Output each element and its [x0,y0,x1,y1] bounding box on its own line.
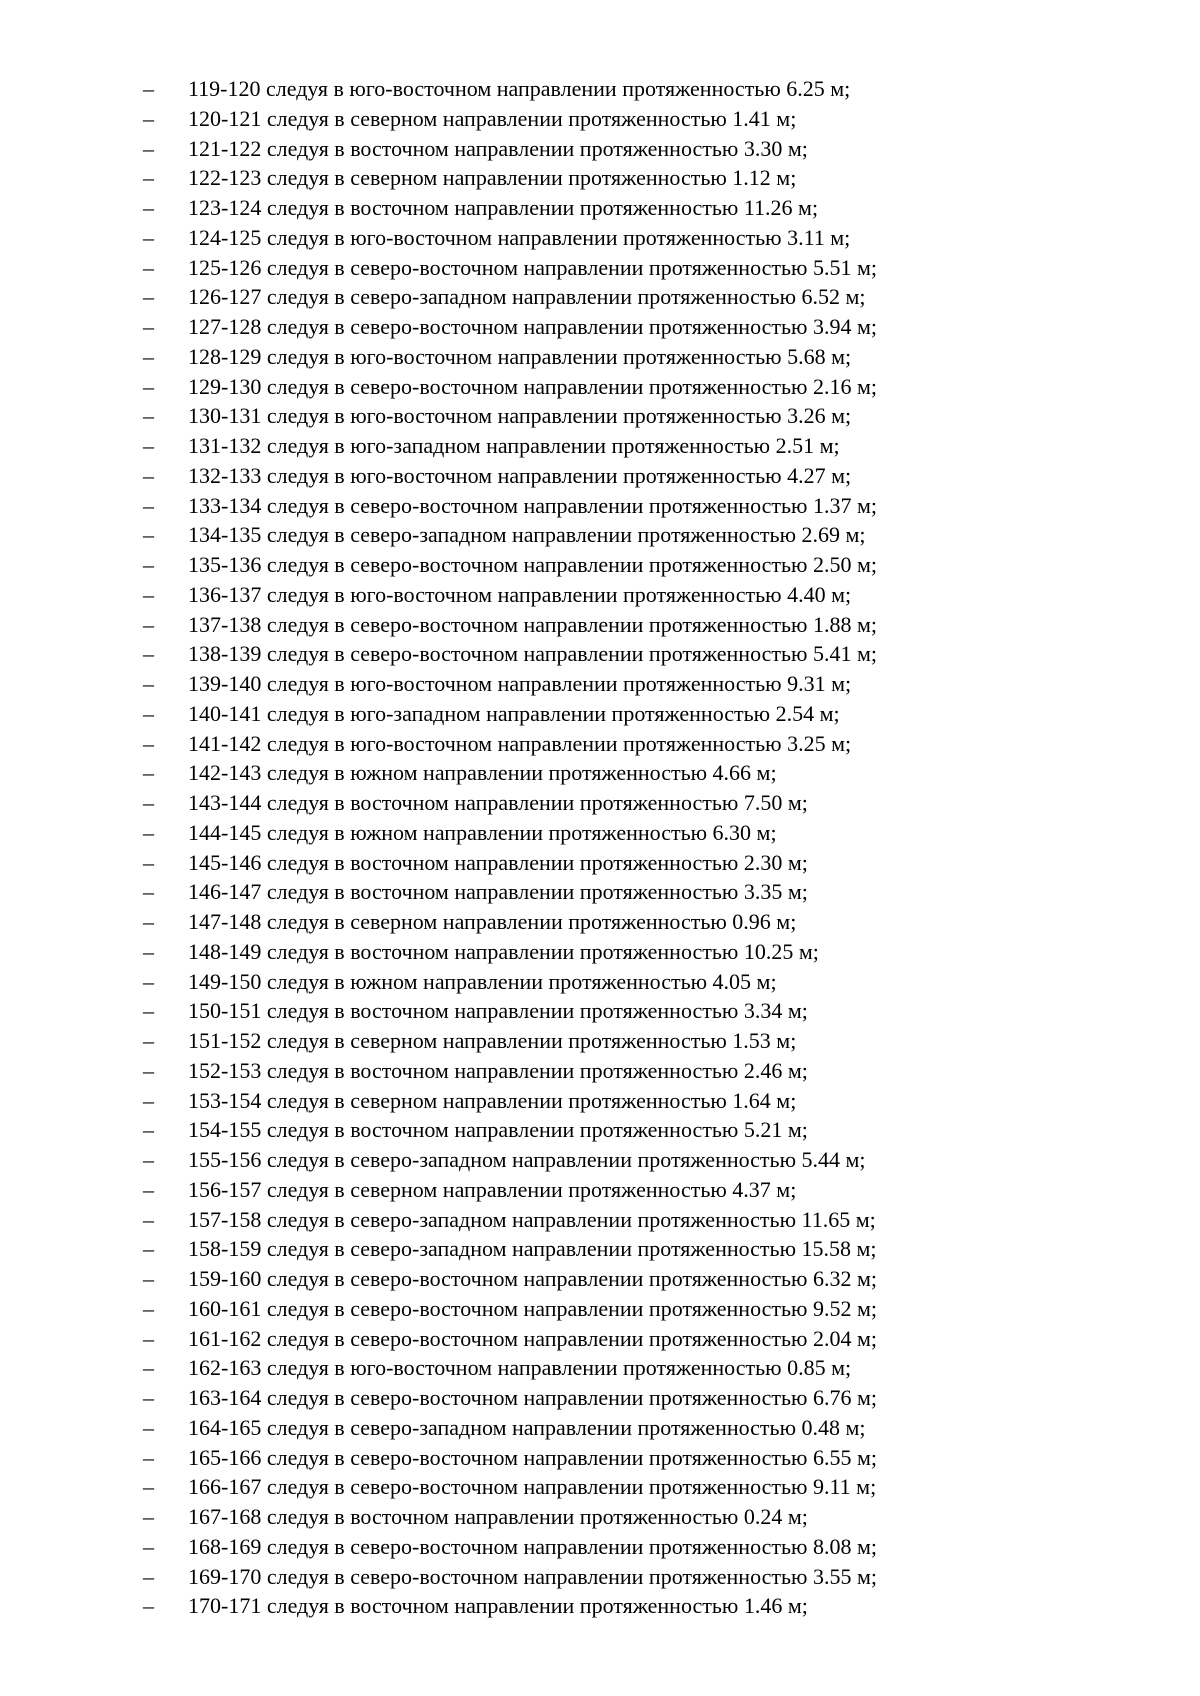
list-item [143,253,877,283]
list-item [143,520,877,550]
list-item [143,1264,877,1294]
segment-text: 150-151 следуя в восточном направлении протяженностью 3.34 м; [188,998,808,1024]
list-item [143,1115,877,1145]
list-item [143,312,877,342]
list-item [143,1591,877,1621]
list-bullet: – [143,581,154,607]
list-bullet: – [143,1385,154,1410]
segment-text: 133-134 следуя в северо-восточном направлении протяженностью 1.37 м; [188,492,878,518]
list-bullet: – [143,254,154,280]
list-bullet: – [143,314,154,339]
list-item [143,639,877,669]
segment-text: 142-143 следуя в южном направлении протяженностью 4.66 м; [188,760,777,786]
list-bullet: – [143,1266,154,1291]
list-bullet: – [143,611,154,637]
list-item [143,758,877,788]
list-bullet: – [143,879,154,905]
segment-text: 168-169 следуя в северо-восточном направлении протяженностью 8.08 м; [188,1533,878,1559]
list-bullet: – [143,1563,154,1589]
list-bullet: – [143,1325,154,1351]
segment-text: 157-158 следуя в северо-западном направлении протяженностью 11.65 м; [188,1206,876,1232]
list-bullet: – [143,730,154,756]
list-item [143,1086,877,1116]
segment-text: 131-132 следуя в юго-западном направлении протяженностью 2.51 м; [188,433,840,458]
segment-text: 169-170 следуя в северо-восточном направлении протяженностью 3.55 м; [188,1563,878,1589]
list-item [143,1234,877,1264]
segment-text: 159-160 следуя в северо-восточном направлении протяженностью 6.32 м; [188,1266,878,1291]
list-bullet: – [143,552,154,577]
segment-text: 135-136 следуя в северо-восточном направлении протяженностью 2.50 м; [188,552,878,577]
list-bullet: – [143,135,154,161]
segment-text: 154-155 следуя в восточном направлении протяженностью 5.21 м; [188,1117,808,1143]
list-bullet: – [143,938,154,964]
boundary-segment-list [143,74,877,1621]
list-item [143,996,877,1026]
segment-text: 164-165 следуя в северо-западном направлении протяженностью 0.48 м; [188,1414,866,1440]
list-bullet: – [143,1206,154,1232]
list-bullet: – [143,1533,154,1559]
list-item [143,907,877,937]
list-bullet: – [143,1028,154,1053]
segment-text: 123-124 следуя в восточном направлении протяженностью 11.26 м; [188,195,819,220]
segment-text: 138-139 следуя в северо-восточном направлении протяженностью 5.41 м; [188,641,878,667]
segment-text: 148-149 следуя в восточном направлении протяженностью 10.25 м; [188,938,819,964]
segment-text: 145-146 следуя в восточном направлении протяженностью 2.30 м; [188,849,808,875]
segment-text: 128-129 следуя в юго-восточном направлении протяженностью 5.68 м; [188,343,852,369]
list-bullet: – [143,1147,154,1172]
segment-text: 137-138 следуя в северо-восточном направлении протяженностью 1.88 м; [188,611,878,637]
list-item [143,1026,877,1056]
list-bullet: – [143,1057,154,1083]
list-item [143,134,877,164]
list-item [143,937,877,967]
segment-text: 127-128 следуя в северо-восточном направлении протяженностью 3.94 м; [188,314,878,339]
segment-text: 149-150 следуя в южном направлении протяженностью 4.05 м; [188,968,777,994]
segment-text: 170-171 следуя в восточном направлении протяженностью 1.46 м; [188,1593,808,1619]
list-bullet: – [143,433,154,458]
segment-text: 143-144 следуя в восточном направлении протяженностью 7.50 м; [188,790,808,815]
segment-text: 134-135 следуя в северо-западном направлении протяженностью 2.69 м; [188,522,866,548]
list-item [143,163,877,193]
list-item [143,74,877,104]
segment-text: 166-167 следуя в северо-восточном направлении протяженностью 9.11 м; [188,1474,877,1500]
segment-text: 130-131 следуя в юго-восточном направлении протяженностью 3.26 м; [188,403,852,429]
list-item [143,282,877,312]
list-bullet: – [143,1593,154,1619]
list-item [143,699,877,729]
segment-text: 167-168 следуя в восточном направлении протяженностью 0.24 м; [188,1504,808,1529]
segment-text: 122-123 следуя в северном направлении протяженностью 1.12 м; [188,165,797,191]
list-item [143,1413,877,1443]
list-item [143,372,877,402]
list-bullet: – [143,1474,154,1500]
list-bullet: – [143,760,154,786]
list-item [143,1562,877,1592]
list-bullet: – [143,849,154,875]
list-bullet: – [143,522,154,548]
list-item [143,848,877,878]
list-item [143,1353,877,1383]
list-bullet: – [143,492,154,518]
list-item [143,1532,877,1562]
list-bullet: – [143,1414,154,1440]
segment-text: 126-127 следуя в северо-западном направлении протяженностью 6.52 м; [188,284,866,310]
list-item [143,1205,877,1235]
segment-text: 158-159 следуя в северо-западном направлении протяженностью 15.58 м; [188,1236,877,1262]
segment-text: 155-156 следуя в северо-западном направлении протяженностью 5.44 м; [188,1147,866,1172]
list-item [143,729,877,759]
segment-text: 160-161 следуя в северо-восточном направлении протяженностью 9.52 м; [188,1295,878,1321]
segment-text: 151-152 следуя в северном направлении протяженностью 1.53 м; [188,1028,797,1053]
list-item [143,1175,877,1205]
list-bullet: – [143,790,154,815]
list-bullet: – [143,1444,154,1470]
list-bullet: – [143,1176,154,1202]
list-bullet: – [143,403,154,429]
list-bullet: – [143,165,154,191]
list-item [143,193,877,223]
list-item [143,491,877,521]
list-item [143,1502,877,1532]
list-bullet: – [143,1236,154,1262]
list-item [143,967,877,997]
list-item [143,1324,877,1354]
segment-text: 129-130 следуя в северо-восточном направлении протяженностью 2.16 м; [188,373,878,399]
segment-text: 124-125 следуя в юго-восточном направлении протяженностью 3.11 м; [188,224,851,250]
list-bullet: – [143,284,154,310]
list-item [143,1294,877,1324]
segment-text: 146-147 следуя в восточном направлении протяженностью 3.35 м; [188,879,808,905]
list-item [143,877,877,907]
segment-text: 163-164 следуя в северо-восточном направлении протяженностью 6.76 м; [188,1385,878,1410]
list-item [143,1443,877,1473]
list-item [143,669,877,699]
segment-text: 121-122 следуя в восточном направлении протяженностью 3.30 м; [188,135,808,161]
segment-text: 153-154 следуя в северном направлении протяженностью 1.64 м; [188,1087,797,1113]
list-bullet: – [143,1295,154,1321]
list-bullet: – [143,1355,154,1381]
list-bullet: – [143,76,154,101]
list-bullet: – [143,1504,154,1529]
list-item [143,550,877,580]
list-item [143,223,877,253]
segment-text: 132-133 следуя в юго-восточном направлении протяженностью 4.27 м; [188,462,852,488]
list-bullet: – [143,641,154,667]
list-item [143,788,877,818]
list-bullet: – [143,819,154,845]
list-bullet: – [143,909,154,934]
list-item [143,1383,877,1413]
list-item [143,818,877,848]
list-bullet: – [143,373,154,399]
segment-text: 156-157 следуя в северном направлении протяженностью 4.37 м; [188,1176,797,1202]
segment-text: 144-145 следуя в южном направлении протяженностью 6.30 м; [188,819,777,845]
segment-text: 165-166 следуя в северо-восточном направлении протяженностью 6.55 м; [188,1444,878,1470]
segment-text: 147-148 следуя в северном направлении протяженностью 0.96 м; [188,909,797,934]
segment-text: 125-126 следуя в северо-восточном направлении протяженностью 5.51 м; [188,254,878,280]
list-item [143,461,877,491]
list-item [143,104,877,134]
list-item [143,342,877,372]
segment-text: 140-141 следуя в юго-западном направлении протяженностью 2.54 м; [188,700,840,726]
segment-text: 139-140 следуя в юго-восточном направлении протяженностью 9.31 м; [188,671,852,696]
segment-text: 120-121 следуя в северном направлении протяженностью 1.41 м; [188,105,797,131]
segment-text: 119-120 следуя в юго-восточном направлении протяженностью 6.25 м; [188,76,851,101]
list-item [143,401,877,431]
list-item [143,431,877,461]
list-bullet: – [143,195,154,220]
list-bullet: – [143,1117,154,1143]
list-bullet: – [143,700,154,726]
list-bullet: – [143,343,154,369]
segment-text: 136-137 следуя в юго-восточном направлении протяженностью 4.40 м; [188,581,852,607]
list-bullet: – [143,462,154,488]
segment-text: 141-142 следуя в юго-восточном направлении протяженностью 3.25 м; [188,730,852,756]
list-item [143,1056,877,1086]
list-bullet: – [143,998,154,1024]
list-item [143,610,877,640]
segment-text: 162-163 следуя в юго-восточном направлении протяженностью 0.85 м; [188,1355,852,1381]
list-item [143,1145,877,1175]
list-bullet: – [143,1087,154,1113]
list-bullet: – [143,105,154,131]
list-item [143,1472,877,1502]
list-bullet: – [143,671,154,696]
list-item [143,580,877,610]
segment-text: 161-162 следуя в северо-восточном направлении протяженностью 2.04 м; [188,1325,878,1351]
list-bullet: – [143,968,154,994]
segment-text: 152-153 следуя в восточном направлении протяженностью 2.46 м; [188,1057,808,1083]
list-bullet: – [143,224,154,250]
